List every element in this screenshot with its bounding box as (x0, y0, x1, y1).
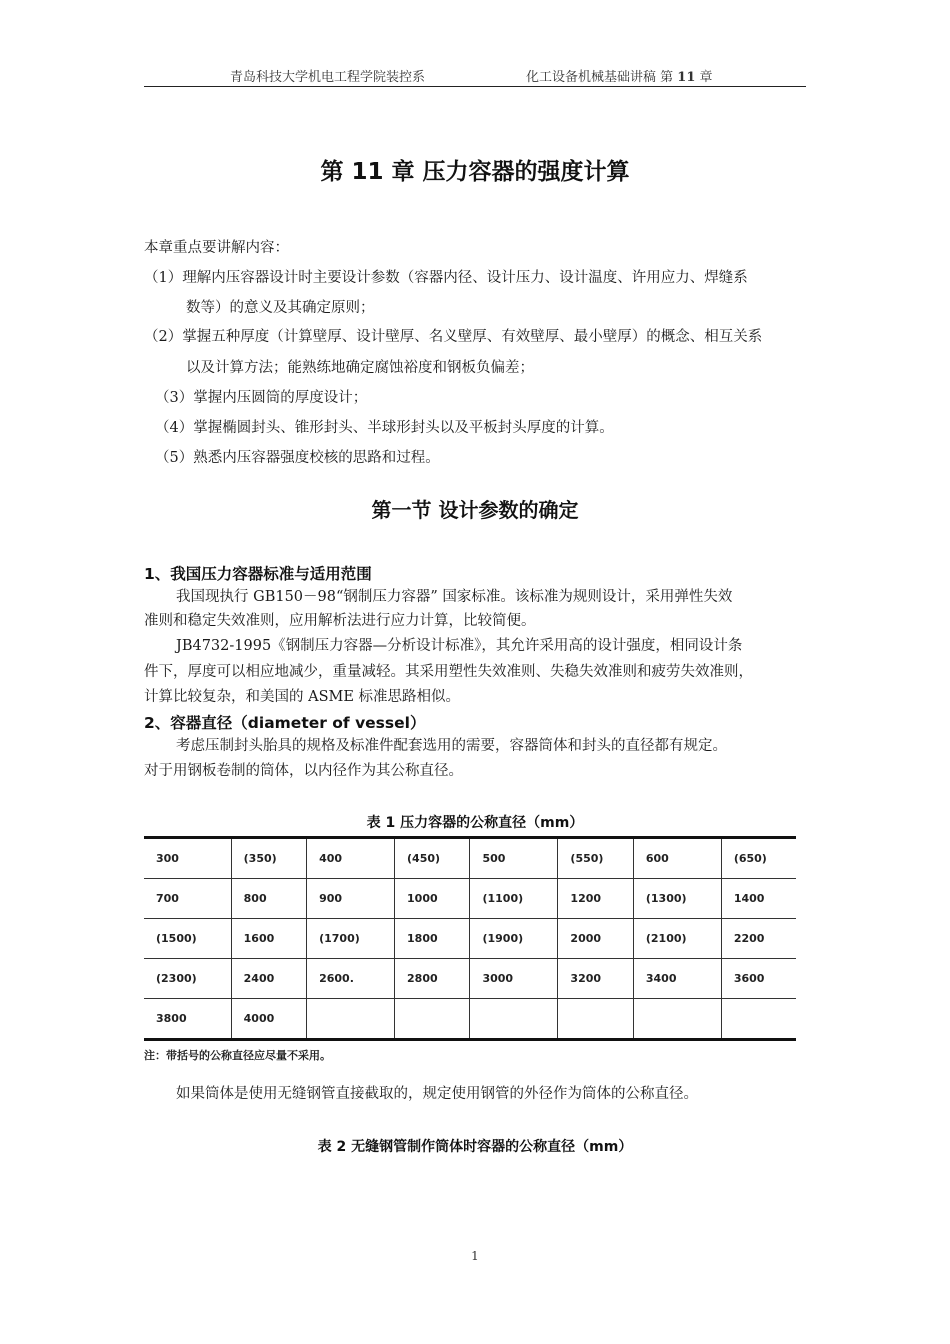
table-row (144, 959, 796, 999)
table-cell: 1000 (395, 879, 470, 919)
table-cell: 1800 (395, 919, 470, 959)
table-cell: 3400 (633, 959, 721, 999)
table-cell: 2600. (307, 959, 395, 999)
table-row (144, 838, 796, 879)
table-cell: (1700) (307, 919, 395, 959)
nominal-diameter-table (144, 836, 796, 1041)
subsection-1-line-5: 计算比较复杂，和美国的 ASME 标准思路相似。 (144, 689, 461, 705)
table-cell (307, 999, 395, 1040)
table-cell: 500 (470, 838, 558, 879)
page-number: 1 (471, 1249, 479, 1263)
intro-item-2: （2）掌握五种厚度（计算壁厚、设计壁厚、名义壁厚、有效壁厚、最小壁厚）的概念、相互关系 (144, 329, 763, 345)
table-cell: (1900) (470, 919, 558, 959)
table-cell: 2000 (558, 919, 633, 959)
table-cell: (450) (395, 838, 470, 879)
table-1-caption: 表 1 压力容器的公称直径（mm） (366, 815, 584, 831)
intro-item-1-cont: 数等）的意义及其确定原则； (186, 300, 375, 316)
subsection-2-line-2: 对于用钢板卷制的筒体，以内径作为其公称直径。 (144, 763, 463, 779)
table-cell (633, 999, 721, 1040)
table-cell: 700 (144, 879, 231, 919)
table-1-note: 注：带括号的公称直径应尽量不采用。 (144, 1049, 331, 1062)
table-cell (470, 999, 558, 1040)
intro-item-5: （5）熟悉内压容器强度校核的思路和过程。 (155, 450, 440, 466)
intro-item-1: （1）理解内压容器设计时主要设计参数（容器内径、设计压力、设计温度、许用应力、焊缝系 (144, 270, 748, 286)
intro-item-4: （4）掌握椭圆封头、锥形封头、半球形封头以及平板封头厚度的计算。 (155, 420, 614, 436)
intro-lead: 本章重点要讲解内容： (144, 240, 289, 256)
header-course (526, 66, 713, 85)
table-cell: 2400 (231, 959, 306, 999)
section-title: 第一节 设计参数的确定 (371, 498, 579, 522)
table-2-caption: 表 2 无缝钢管制作筒体时容器的公称直径（mm） (317, 1139, 633, 1155)
header-chapter-number: 11 (677, 70, 696, 85)
table-row (144, 879, 796, 919)
header-institution: 青岛科技大学机电工程学院装控系 (230, 70, 426, 85)
table-cell: 3600 (721, 959, 796, 999)
table-cell: 2200 (721, 919, 796, 959)
intro-item-2-cont: 以及计算方法；能熟练地确定腐蚀裕度和钢板负偏差； (186, 360, 534, 376)
table-cell: (350) (231, 838, 306, 879)
table-cell (395, 999, 470, 1040)
table-cell: (650) (721, 838, 796, 879)
subsection-1-heading: 1、我国压力容器标准与适用范围 (144, 565, 372, 583)
table-cell: 1200 (558, 879, 633, 919)
table-cell: (1300) (633, 879, 721, 919)
header-course-prefix: 化工设备机械基础讲稿 第 (526, 70, 674, 85)
header-course-suffix: 章 (699, 70, 713, 85)
table-cell: 400 (307, 838, 395, 879)
table-cell: (2300) (144, 959, 231, 999)
table-cell: (2100) (633, 919, 721, 959)
subsection-1-line-1: 我国现执行 GB150－98“钢制压力容器” 国家标准。该标准为规则设计，采用弹性失效 (176, 589, 733, 605)
chapter-title: 第 11 章 压力容器的强度计算 (320, 159, 630, 185)
subsection-1-line-2: 准则和稳定失效准则，应用解析法进行应力计算，比较简便。 (144, 613, 536, 629)
table-cell (721, 999, 796, 1040)
table-cell: 3200 (558, 959, 633, 999)
table-cell: 3000 (470, 959, 558, 999)
table-cell: 2800 (395, 959, 470, 999)
table-cell: 600 (633, 838, 721, 879)
table-cell: 900 (307, 879, 395, 919)
table-cell: (550) (558, 838, 633, 879)
intro-item-3: （3）掌握内压圆筒的厚度设计； (155, 390, 368, 406)
table-cell: (1500) (144, 919, 231, 959)
table-cell: (1100) (470, 879, 558, 919)
table-cell: 3800 (144, 999, 231, 1040)
table-cell: 300 (144, 838, 231, 879)
page-header (144, 60, 806, 87)
table-cell (558, 999, 633, 1040)
table-cell: 800 (231, 879, 306, 919)
subsection-2-line-1: 考虑压制封头胎具的规格及标准件配套选用的需要，容器筒体和封头的直径都有规定。 (176, 738, 727, 754)
subsection-1-line-4: 件下，厚度可以相应地减少，重量减轻。其采用塑性失效准则、失稳失效准则和疲劳失效准则， (144, 664, 753, 680)
table-cell: 1400 (721, 879, 796, 919)
table-row (144, 919, 796, 959)
subsection-2-heading: 2、容器直径（diameter of vessel） (144, 714, 426, 732)
table-row (144, 999, 796, 1040)
table-cell: 1600 (231, 919, 306, 959)
subsection-1-line-3: JB4732-1995《钢制压力容器—分析设计标准》，其允许采用高的设计强度，相同设计条 (176, 638, 743, 654)
after-table-paragraph: 如果筒体是使用无缝钢管直接截取的，规定使用钢管的外径作为筒体的公称直径。 (176, 1086, 698, 1102)
table-cell: 4000 (231, 999, 306, 1040)
